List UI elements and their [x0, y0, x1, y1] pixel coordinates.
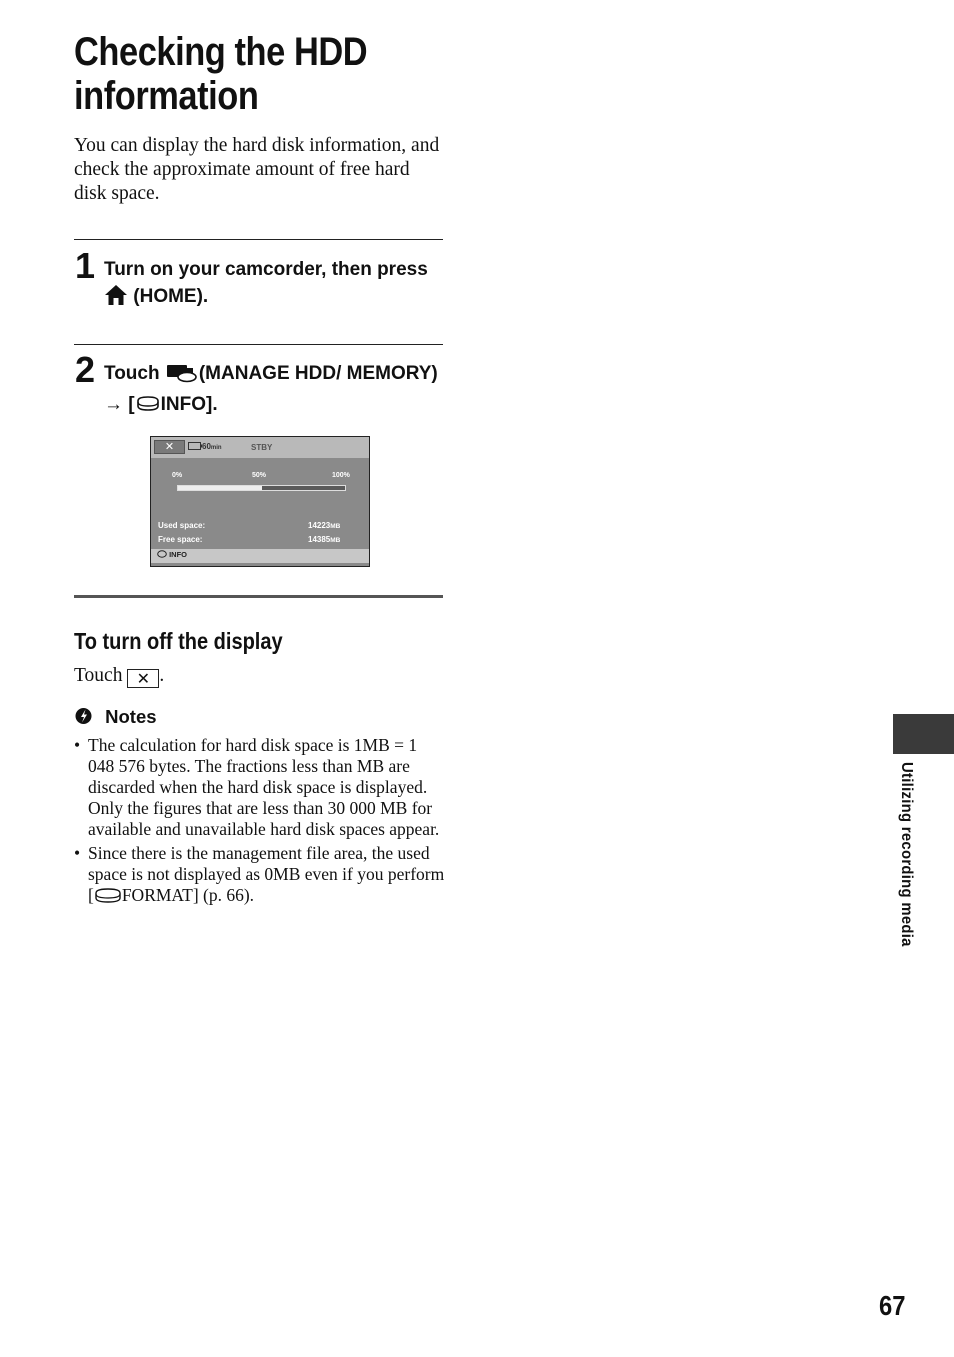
- used-value-unit: MB: [330, 523, 341, 530]
- home-icon: [104, 284, 128, 315]
- battery-icon: [188, 442, 202, 450]
- hdd-info-screen: [150, 436, 370, 567]
- screen-close-button[interactable]: ✕: [154, 440, 185, 454]
- used-space-label: Used space:: [158, 521, 206, 530]
- note-item-2: [74, 843, 446, 911]
- scale-0: 0%: [172, 472, 183, 479]
- hdd-small-icon: [157, 550, 167, 558]
- touch-word: Touch: [74, 665, 123, 686]
- notes-icon: [74, 706, 94, 731]
- touch-period: .: [159, 665, 165, 686]
- step-1-text-b: (HOME).: [133, 285, 209, 307]
- page-number: 67: [879, 1290, 906, 1321]
- free-value-unit: MB: [330, 537, 341, 544]
- note-item-1: • The calculation for hard disk space is 1MB = 1 048 576 bytes. The fractions less than MB are discarded when the hard disk space is displayed. Only the figures that are less than 30 000 MB for available and unavailable hard disk spaces appear.: [74, 735, 446, 840]
- scale-50: 50%: [252, 472, 267, 479]
- note-2-text-a: Since there is the management file area, the used space is not displayed as 0MB even if you perform [: [88, 843, 445, 905]
- step-2-text-b: (MANAGE HDD/ MEMORY) → [: [104, 363, 438, 415]
- notes-list: [74, 735, 446, 914]
- note-2-text-b: FORMAT] (p. 66).: [121, 885, 255, 905]
- free-space-value: [308, 535, 340, 544]
- page-title: Checking the HDD information: [74, 30, 368, 118]
- free-space-label: Free space:: [158, 535, 203, 544]
- chapter-tab: [893, 714, 954, 754]
- battery-unit: min: [210, 445, 222, 451]
- turn-off-instruction: [74, 664, 164, 688]
- used-value-number: 14223: [308, 521, 331, 530]
- usage-bar-fill: [178, 486, 262, 490]
- manage-hdd-icon: [165, 361, 199, 392]
- free-value-number: 14385: [308, 535, 331, 544]
- step-1-divider: [74, 239, 443, 240]
- step-2-divider: [74, 344, 443, 345]
- intro-paragraph: You can display the hard disk information, and check the approximate amount of free hard disk space.: [74, 135, 440, 204]
- status-text: STBY: [251, 443, 273, 452]
- chapter-label: Utilizing recording media: [898, 762, 915, 947]
- step-2-number: 2: [75, 349, 96, 390]
- battery-indicator: [188, 442, 222, 451]
- step-1-text-a: Turn on your camcorder, then press: [104, 259, 428, 280]
- hdd-icon: [135, 394, 161, 423]
- screen-footer-label: [157, 550, 187, 559]
- close-x-icon: ✕: [127, 669, 159, 688]
- used-space-value: [308, 521, 340, 530]
- step-1-text: [104, 257, 444, 314]
- scale-100: 100%: [332, 472, 350, 479]
- screen-footer-text: INFO: [169, 550, 188, 559]
- notes-heading: [74, 706, 157, 731]
- notes-title: Notes: [105, 706, 157, 727]
- usage-bar: [177, 485, 346, 491]
- step-2-text: [104, 361, 444, 422]
- turn-off-heading: To turn off the display: [74, 628, 283, 654]
- hdd-format-icon: [94, 886, 122, 911]
- step-2-text-c: INFO].: [160, 393, 218, 415]
- step-2-text-a: Touch: [104, 363, 165, 384]
- step-1-number: 1: [75, 245, 96, 286]
- battery-time: 60: [202, 442, 211, 451]
- section-divider: [74, 595, 443, 598]
